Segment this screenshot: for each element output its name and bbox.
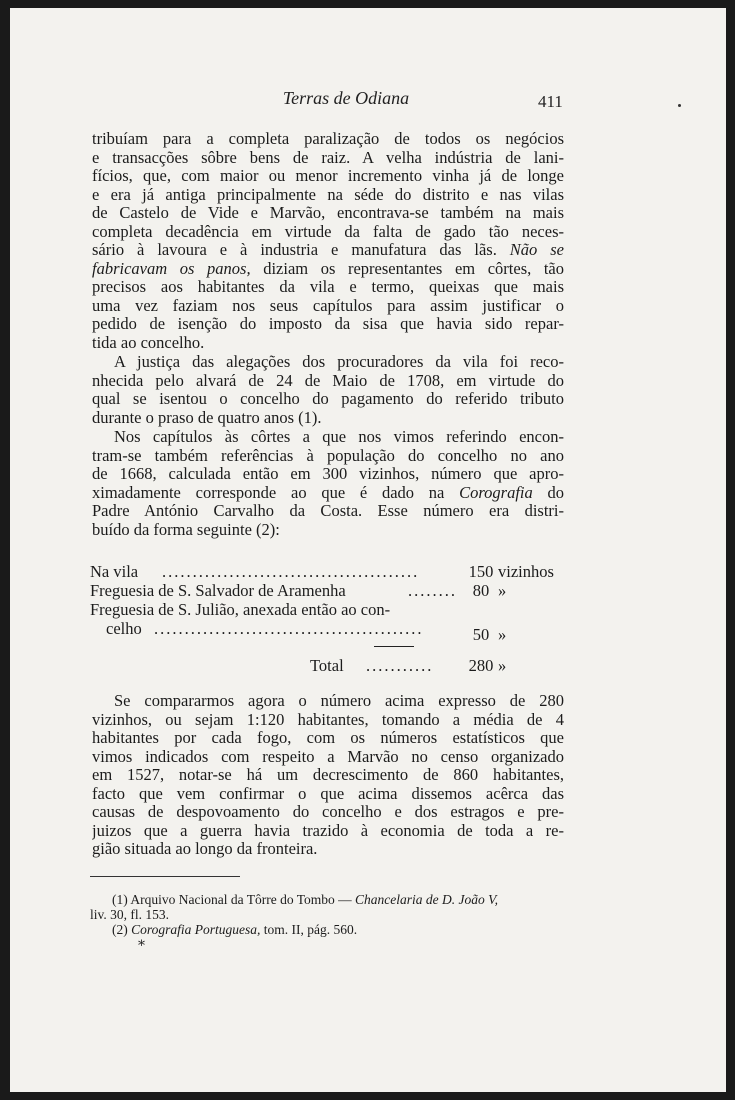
text-line: tram-se também referências à população do concelho no ano bbox=[92, 446, 564, 465]
footnote-2 bbox=[90, 922, 570, 937]
text-line: juizos que a guerra havia trazido à economia de toda a re- bbox=[92, 821, 564, 840]
leader-dots: ........... bbox=[366, 656, 434, 675]
leader-dots: ............................................ bbox=[154, 619, 424, 638]
page-number: 411 bbox=[538, 92, 563, 111]
text-line: completa decadência em virtude da falta de gado tão neces- bbox=[92, 222, 564, 241]
italic-phrase: fabricavam os panos, bbox=[92, 259, 251, 278]
table-total-row bbox=[90, 656, 570, 675]
table-row bbox=[90, 619, 570, 644]
italic-phrase: Corografia bbox=[459, 483, 533, 502]
text-line: vizinhos, ou sejam 1:120 habitantes, tomando a média de 4 bbox=[92, 710, 564, 729]
text-line: Nos capítulos às côrtes a que nos vimos referindo encon- bbox=[114, 428, 564, 446]
footnote-1 bbox=[90, 892, 570, 907]
total-unit: » bbox=[498, 656, 507, 675]
text-line: qual se isentou o concelho do pagamento do referido tributo bbox=[92, 390, 564, 408]
text-line: de 1668, calculada então em 300 vizinhos, número que apro- bbox=[92, 465, 564, 483]
footnote-rule bbox=[90, 876, 240, 877]
footnote-text: (1) Arquivo Nacional da Tôrre do Tombo — bbox=[112, 892, 352, 907]
row-unit: » bbox=[498, 581, 507, 600]
text-line: nhecida pelo alvará de 24 de Maio de 1708, em virtude do bbox=[92, 371, 564, 390]
paragraph-3 bbox=[92, 428, 564, 539]
text-line: tida ao concelho. bbox=[92, 333, 205, 352]
text-segment: do bbox=[547, 483, 564, 502]
text-segment: diziam os representantes em côrtes, tão bbox=[263, 259, 564, 278]
text-line: causas de despovoamento do concelho e dos estragos e pre- bbox=[92, 803, 564, 821]
paragraph-2 bbox=[92, 353, 564, 427]
text-line: gião situada ao longo da fronteira. bbox=[92, 840, 318, 858]
row-label: celho bbox=[106, 619, 142, 638]
footnote-italic: Chancelaria de D. João V, bbox=[355, 892, 498, 907]
footnotes bbox=[90, 892, 570, 937]
table-row bbox=[90, 581, 570, 600]
text-line: e era já antiga principalmente na séde do distrito e nas vilas bbox=[92, 185, 564, 204]
population-table bbox=[90, 562, 570, 675]
text-line-with-italic bbox=[92, 241, 564, 260]
text-line: durante o praso de quatro anos (1). bbox=[92, 408, 322, 427]
text-line: fícios, que, com maior ou menor incremento vinha já de longe bbox=[92, 167, 564, 185]
printer-mark: * bbox=[138, 938, 145, 954]
text-line: e transacções sôbre bens de raiz. A velha indústria de lani- bbox=[92, 148, 564, 167]
footnote-text: tom. II, pág. 560. bbox=[263, 922, 358, 937]
text-segment: ximadamente corresponde ao que é dado na bbox=[92, 483, 445, 502]
text-line: A justiça das alegações dos procuradores da vila foi reco- bbox=[114, 353, 564, 371]
speck bbox=[678, 104, 681, 107]
total-label: Total bbox=[310, 656, 344, 675]
footnote-text: (2) bbox=[112, 922, 128, 937]
sum-rule bbox=[374, 646, 414, 647]
row-unit: » bbox=[498, 625, 507, 644]
leader-dots: .......................................... bbox=[162, 562, 420, 581]
text-line: pedido de isenção do imposto da sisa que havia sido repar- bbox=[92, 315, 564, 333]
text-line: uma vez faziam nos seus capítulos para assim justificar o bbox=[92, 296, 564, 315]
footnote-1-cont: liv. 30, fl. 153. bbox=[90, 907, 169, 922]
text-segment: sário à lavoura e à industria e manufatura das lãs. bbox=[92, 241, 497, 259]
text-line: Padre António Carvalho da Costa. Esse número era distri- bbox=[92, 502, 564, 520]
text-line: habitantes por cada fogo, com os números estatísticos que bbox=[92, 729, 564, 747]
text-line: vimos indicados com respeito a Marvão no censo organizado bbox=[92, 747, 564, 766]
row-value: 80 bbox=[472, 581, 490, 600]
text-line-with-italic bbox=[92, 484, 564, 503]
leader-dots: ........ bbox=[408, 581, 457, 600]
text-line: precisos aos habitantes da vila e termo, queixas que mais bbox=[92, 278, 564, 296]
italic-phrase: Não se bbox=[509, 241, 564, 259]
paragraph-4 bbox=[92, 692, 564, 859]
running-header-title: Terras de Odiana bbox=[282, 88, 410, 108]
text-line: facto que vem confirmar o que acima dissemos acêrca das bbox=[92, 784, 564, 803]
table-row bbox=[90, 600, 570, 619]
text-line-with-italic bbox=[92, 260, 564, 279]
paragraph-1 bbox=[92, 130, 564, 352]
footnote-italic: Corografia Portuguesa, bbox=[131, 922, 261, 937]
row-label: Freguesia de S. Salvador de Aramenha bbox=[90, 581, 346, 600]
row-label: Na vila bbox=[90, 562, 139, 581]
text-line: tribuíam para a completa paralização de todos os negócios bbox=[92, 130, 564, 148]
book-page bbox=[10, 8, 726, 1092]
total-value: 280 bbox=[468, 656, 494, 675]
row-value: 150 bbox=[468, 562, 494, 581]
row-label: Freguesia de S. Julião, anexada então ao con- bbox=[90, 600, 391, 619]
table-row bbox=[90, 562, 570, 581]
text-line: de Castelo de Vide e Marvão, encontrava-se também na mais bbox=[92, 204, 564, 222]
row-unit: vizinhos bbox=[498, 562, 554, 581]
row-value: 50 bbox=[472, 625, 490, 644]
text-line: em 1527, notar-se há um decrescimento de 860 habitantes, bbox=[92, 766, 564, 784]
text-line: Se compararmos agora o número acima expresso de 280 bbox=[114, 692, 564, 710]
text-line: buído da forma seguinte (2): bbox=[92, 520, 280, 539]
